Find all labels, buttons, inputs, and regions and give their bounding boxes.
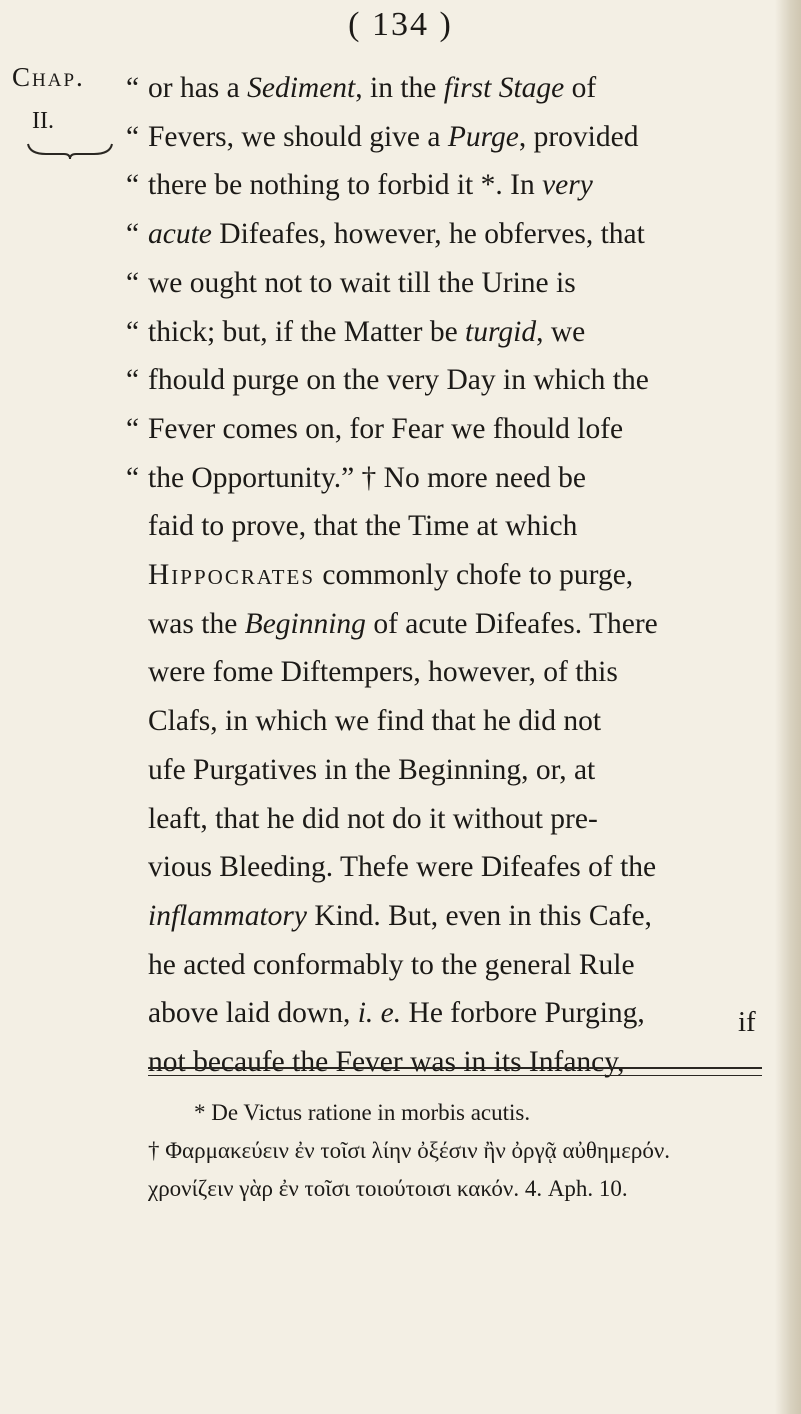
chapter-heading: Chap. [12, 62, 85, 92]
text-line [126, 308, 766, 357]
quote-mark: “ [126, 120, 140, 153]
body-text [126, 64, 766, 1087]
text-line [126, 892, 766, 941]
text-run: or has a [148, 72, 248, 104]
footnote-rule [148, 1067, 762, 1076]
text-run: of acute Difeafes. There [365, 607, 658, 640]
text-run: fhould purge on the very Day in which the [148, 364, 649, 397]
text-line [126, 551, 766, 600]
text-line [126, 1038, 766, 1087]
text-line [126, 795, 766, 844]
italic-text: inflammatory [148, 899, 307, 932]
page-number: ( 134 ) [348, 6, 453, 43]
text-run: were fome Diftempers, however, of this [148, 656, 618, 689]
text-line [126, 746, 766, 795]
chapter-number: II. [32, 108, 54, 134]
italic-text: very [542, 169, 593, 202]
text-run: was the [148, 607, 245, 640]
text-line [126, 843, 766, 892]
text-run: we ought not to wait till the Urine is [148, 266, 576, 299]
text-line [126, 405, 766, 454]
quote-mark: “ [126, 72, 140, 104]
text-run: He forbore Purging, [401, 997, 645, 1030]
italic-text: Purge [447, 120, 519, 153]
text-run: of [564, 72, 597, 104]
page-edge-shadow [775, 0, 801, 1414]
text-line [126, 259, 766, 308]
italic-text: Beginning [244, 607, 366, 640]
text-run: not becaufe the Fever was in its Infancy, [148, 1046, 625, 1079]
text-line [126, 600, 766, 649]
text-line [126, 697, 766, 746]
quote-mark: “ [126, 412, 140, 445]
footnote-2: † Φαρμακεύειν ἐν τοῖσι λίην ὀξέσιν ἢν ὀργᾷ αὐθημερόν. [148, 1138, 671, 1163]
text-run: ufe Purgatives in the Beginning, or, at [148, 753, 596, 786]
text-line [126, 113, 766, 162]
small-caps-text: Hippocrates [148, 559, 316, 592]
catchword: if [738, 1006, 756, 1038]
quote-mark: “ [126, 218, 140, 251]
text-run: , in the [355, 72, 444, 104]
text-line [126, 989, 766, 1038]
text-line [126, 648, 766, 697]
text-run: commonly chofe to purge, [315, 559, 634, 592]
text-run: leaft, that he did not do it without pre- [148, 802, 598, 835]
footnotes [122, 1094, 772, 1208]
text-line [126, 941, 766, 990]
italic-text: Sediment [247, 72, 356, 104]
text-run: Kind. But, even in this Cafe, [306, 899, 652, 932]
quote-mark: “ [126, 461, 140, 494]
text-run: , provided [518, 120, 639, 153]
text-line [126, 356, 766, 405]
text-line [126, 161, 766, 210]
text-run: faid to prove, that the Time at which [148, 510, 578, 543]
quote-mark: “ [126, 169, 140, 202]
text-line [126, 64, 766, 113]
text-run: above laid down, [148, 997, 358, 1030]
text-run: Difeafes, however, he obferves, that [211, 218, 645, 251]
text-run: thick; but, if the Matter be [148, 315, 466, 348]
italic-text: first Stage [443, 72, 565, 104]
footnote-1: * De Victus ratione in morbis acutis. [194, 1100, 531, 1125]
italic-text: turgid [465, 315, 537, 348]
text-run: there be nothing to forbid it *. In [148, 169, 543, 202]
brace-ornament-icon [26, 142, 114, 160]
text-run: Fevers, we should give a [148, 120, 448, 153]
text-run: the Opportunity.” † No more need be [148, 461, 587, 494]
text-run: , we [536, 315, 586, 348]
quote-mark: “ [126, 266, 140, 299]
quote-mark: “ [126, 315, 140, 348]
quote-mark: “ [126, 364, 140, 397]
text-run: he acted conformably to the general Rule [148, 948, 635, 981]
text-run: Clafs, in which we find that he did not [148, 705, 602, 738]
text-line [126, 502, 766, 551]
text-line [126, 454, 766, 503]
footnote-2-continued: χρονίζειν γὰρ ἐν τοῖσι τοιούτοισι κακόν. 4. Aph. 10. [148, 1176, 628, 1201]
italic-text: acute [148, 218, 212, 251]
italic-text: i. e. [357, 997, 402, 1030]
text-run: vious Bleeding. Thefe were Difeafes of the [148, 851, 657, 884]
text-run: Fever comes on, for Fear we fhould lofe [148, 412, 624, 445]
text-line [126, 210, 766, 259]
